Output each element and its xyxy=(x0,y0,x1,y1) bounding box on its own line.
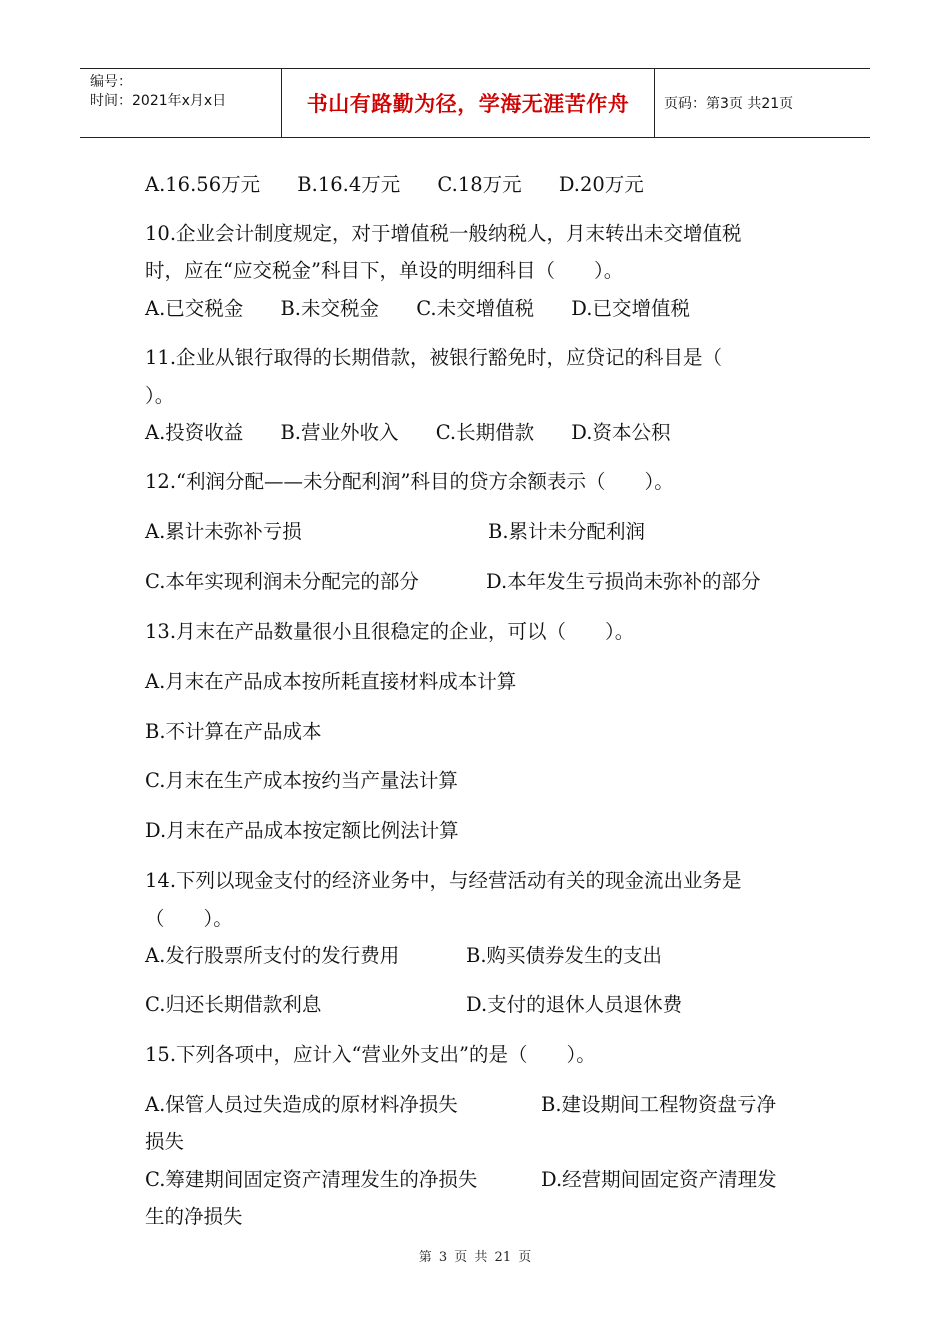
option-line: D.支付的退休人员退休费 xyxy=(466,993,683,1016)
number-label: 编号： xyxy=(90,74,132,90)
option-line: D.经营期间固定资产清理发 xyxy=(541,1168,777,1191)
option-line: C.月末在生产成本按约当产量法计算 xyxy=(145,769,458,792)
option-line: C.筹建期间固定资产清理发生的净损失 xyxy=(145,1168,478,1191)
option-line: C.归还长期借款利息 xyxy=(145,993,322,1016)
option-line: B.累计未分配利润 xyxy=(488,520,646,543)
option-line: A.保管人员过失造成的原材料净损失 xyxy=(145,1093,458,1116)
option-line: A.16.56万元 B.16.4万元 C.18万元 D.20万元 xyxy=(145,173,644,196)
question-line: 11.企业从银行取得的长期借款，被银行豁免时，应贷记的科目是（ xyxy=(145,346,723,369)
motto: 书山有路勤为径，学海无涯苦作舟 xyxy=(306,92,630,116)
header-table xyxy=(80,68,870,138)
question-line: 13.月末在产品数量很小且很稳定的企业，可以（ ）。 xyxy=(145,620,635,643)
option-line: A.月末在产品成本按所耗直接材料成本计算 xyxy=(145,670,517,693)
option-line: A.累计未弥补亏损 xyxy=(145,520,302,543)
option-line: A.已交税金 B.未交税金 C.未交增值税 D.已交增值税 xyxy=(145,297,690,320)
option-line: D.月末在产品成本按定额比例法计算 xyxy=(145,819,459,842)
question-line: 15.下列各项中，应计入“营业外支出”的是（ ）。 xyxy=(145,1043,596,1066)
question-line: ）。 xyxy=(145,384,175,407)
option-line: A.发行股票所支付的发行费用 xyxy=(145,944,400,967)
header-meta xyxy=(90,73,226,111)
page-footer: 第 3 页 共 21 页 xyxy=(418,1250,532,1265)
question-line: 14.下列以现金支付的经济业务中，与经营活动有关的现金流出业务是 xyxy=(145,869,742,892)
question-line: 时，应在“应交税金”科目下，单设的明细科目（ ）。 xyxy=(145,259,624,282)
option-line: D.本年发生亏损尚未弥补的部分 xyxy=(486,570,761,593)
time-label: 时间：2021年x月x日 xyxy=(90,93,227,109)
option-line: 损失 xyxy=(145,1130,185,1153)
question-line: 10.企业会计制度规定，对于增值税一般纳税人，月末转出未交增值税 xyxy=(145,222,742,245)
option-line: B.不计算在产品成本 xyxy=(145,720,322,743)
option-line: 生的净损失 xyxy=(145,1205,243,1228)
option-line: A.投资收益 B.营业外收入 C.长期借款 D.资本公积 xyxy=(145,421,671,444)
page-info: 页码：第3页 共21页 xyxy=(664,96,794,112)
option-line: B.购买债券发生的支出 xyxy=(466,944,663,967)
question-line: 12.“利润分配——未分配利润”科目的贷方余额表示（ ）。 xyxy=(145,470,674,493)
option-line: C.本年实现利润未分配完的部分 xyxy=(145,570,419,593)
question-line: （ ）。 xyxy=(145,907,233,930)
option-line: B.建设期间工程物资盘亏净 xyxy=(541,1093,777,1116)
header-divider xyxy=(654,69,655,137)
